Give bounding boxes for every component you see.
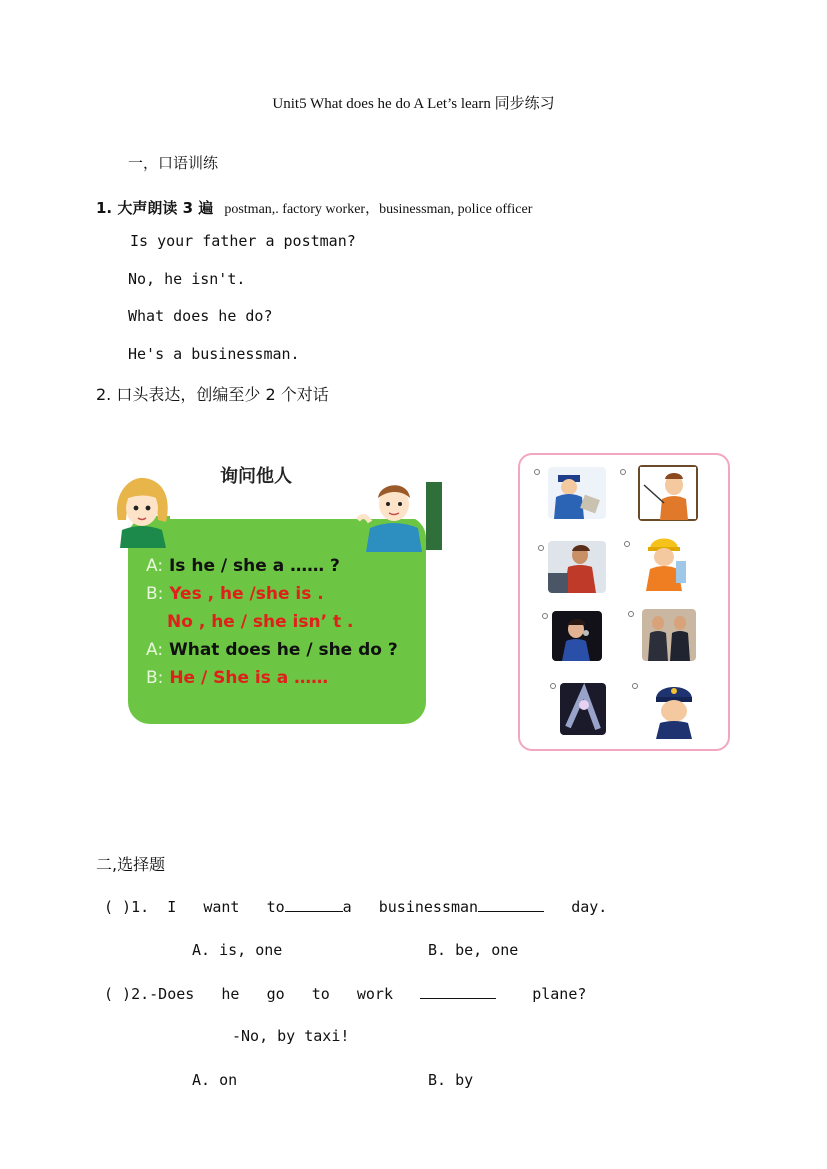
page-title: Unit5 What does he do A Let’s learn 同步练习 <box>272 96 555 112</box>
card-line-1: A: Is he / she a …… ? <box>146 556 340 576</box>
bullet-dot <box>534 469 540 475</box>
police-officer-picture <box>648 679 700 739</box>
builder-picture <box>638 531 692 591</box>
q1-label: 1. 大声朗读 3 遍 <box>96 199 214 217</box>
q1-words: postman,. factory worker，businessman, police officer <box>224 202 533 217</box>
occupation-pictures-panel <box>518 453 730 751</box>
card-line-2: B: Yes , he /she is . <box>146 584 324 604</box>
dialog-line-2: No, he isn't. <box>128 270 246 288</box>
singer-picture <box>552 611 602 661</box>
card-header: 询问他人 <box>220 466 292 487</box>
answer-blank[interactable] <box>285 897 343 912</box>
section1-heading: 一，口语训练 <box>128 154 219 172</box>
answer-paren: ( ) <box>104 898 132 916</box>
dialog-line-3: What does he do? <box>128 307 273 325</box>
teacher-picture <box>638 465 698 521</box>
q2-option-a[interactable]: A. on <box>192 1071 238 1089</box>
question-2: ( )2.-Does he go to work plane? <box>104 985 587 1003</box>
businessman-picture <box>642 609 696 661</box>
q2-option-b[interactable]: B. by <box>428 1071 474 1089</box>
dialog-line-1: Is your father a postman? <box>130 232 356 250</box>
boy-illustration <box>356 478 446 552</box>
q1-row <box>96 197 532 218</box>
bullet-dot <box>620 469 626 475</box>
q1-option-a[interactable]: A. is, one <box>192 941 283 959</box>
bullet-dot <box>550 683 556 689</box>
factory-worker-picture <box>548 541 606 593</box>
answer-paren: ( ) <box>104 985 132 1003</box>
card-line-3: No , he / she isn’ t . <box>167 612 354 632</box>
q1-option-b[interactable]: B. be, one <box>428 941 519 959</box>
q2-reply: -No, by taxi! <box>232 1027 350 1045</box>
answer-blank[interactable] <box>478 897 544 912</box>
question-number: 2. <box>131 985 150 1003</box>
question-1: ( )1. I want to a businessman day. <box>104 898 608 916</box>
bullet-dot <box>632 683 638 689</box>
question-number: 1. <box>131 898 150 916</box>
q2-label: 2. 口头表达，创编至少 2 个对话 <box>96 385 329 404</box>
dialog-line-4: He's a businessman. <box>128 345 300 363</box>
dancer-picture <box>560 683 606 735</box>
bullet-dot <box>624 541 630 547</box>
bullet-dot <box>628 611 634 617</box>
card-line-4: A: What does he / she do ? <box>146 640 398 660</box>
answer-blank[interactable] <box>420 984 496 999</box>
section2-heading: 二,选择题 <box>96 855 166 874</box>
bullet-dot <box>538 545 544 551</box>
card-line-5: B: He / She is a …… <box>146 668 329 688</box>
girl-illustration <box>108 474 174 548</box>
postman-picture <box>548 467 606 519</box>
bullet-dot <box>542 613 548 619</box>
